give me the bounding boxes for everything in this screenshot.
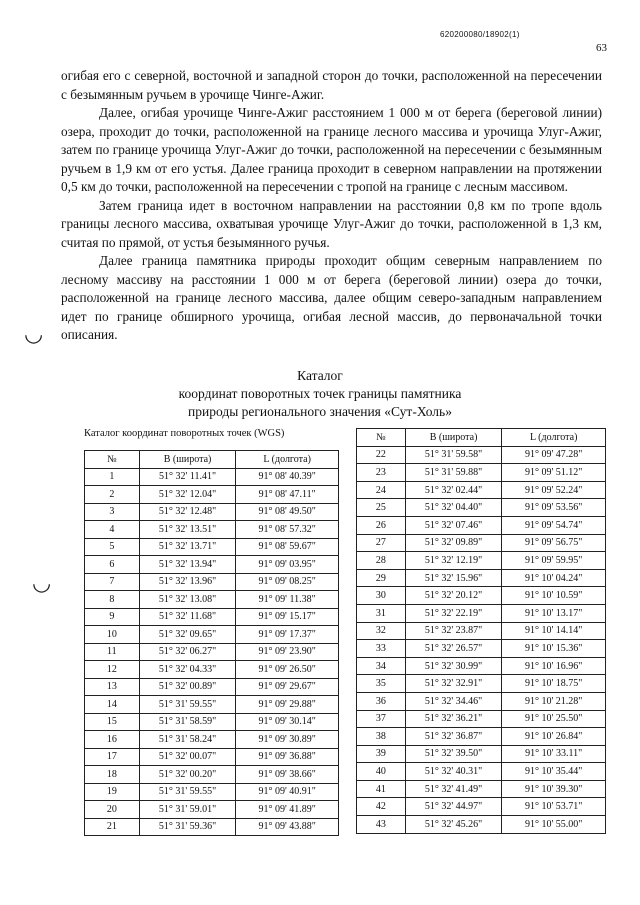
table-row — [85, 538, 339, 556]
latitude: 51° 31' 59.01" — [139, 801, 236, 819]
catalog-title-line: координат поворотных точек границы памятника — [178, 386, 462, 401]
longitude: 91° 09' 26.50" — [236, 661, 339, 679]
longitude: 91° 09' 40.91" — [236, 783, 339, 801]
point-number: 19 — [85, 783, 140, 801]
latitude: 51° 32' 11.68" — [139, 608, 236, 626]
longitude: 91° 09' 03.95" — [236, 556, 339, 574]
table-row — [357, 446, 606, 464]
point-number: 27 — [357, 534, 406, 552]
table-row — [357, 569, 606, 587]
latitude: 51° 32' 23.87" — [405, 622, 502, 640]
margin-mark: ◡ — [32, 571, 52, 596]
point-number: 13 — [85, 678, 140, 696]
latitude: 51° 32' 04.33" — [139, 661, 236, 679]
latitude: 51° 32' 41.49" — [405, 780, 502, 798]
header-lon: L (долгота) — [236, 451, 339, 469]
table-row — [357, 728, 606, 746]
longitude: 91° 09' 36.88" — [236, 748, 339, 766]
latitude: 51° 32' 13.08" — [139, 591, 236, 609]
point-number: 21 — [85, 818, 140, 836]
longitude: 91° 10' 10.59" — [502, 587, 606, 605]
header-num: № — [85, 451, 140, 469]
table-row — [357, 481, 606, 499]
latitude: 51° 32' 45.26" — [405, 816, 502, 834]
longitude: 91° 09' 11.38" — [236, 591, 339, 609]
point-number: 14 — [85, 696, 140, 714]
table-row — [85, 661, 339, 679]
point-number: 17 — [85, 748, 140, 766]
table-row — [85, 573, 339, 591]
point-number: 43 — [357, 816, 406, 834]
table-row — [357, 499, 606, 517]
point-number: 38 — [357, 728, 406, 746]
longitude: 91° 10' 35.44" — [502, 763, 606, 781]
point-number: 40 — [357, 763, 406, 781]
table-header-row — [357, 429, 606, 447]
header-lat: B (широта) — [405, 429, 502, 447]
table-row — [85, 608, 339, 626]
point-number: 34 — [357, 657, 406, 675]
latitude: 51° 32' 04.40" — [405, 499, 502, 517]
latitude: 51° 32' 00.89" — [139, 678, 236, 696]
latitude: 51° 32' 20.12" — [405, 587, 502, 605]
latitude: 51° 32' 09.89" — [405, 534, 502, 552]
longitude: 91° 09' 08.25" — [236, 573, 339, 591]
latitude: 51° 32' 07.46" — [405, 516, 502, 534]
table-row — [357, 516, 606, 534]
point-number: 7 — [85, 573, 140, 591]
latitude: 51° 32' 13.96" — [139, 573, 236, 591]
longitude: 91° 09' 30.89" — [236, 731, 339, 749]
point-number: 1 — [85, 468, 140, 486]
latitude: 51° 32' 06.27" — [139, 643, 236, 661]
longitude: 91° 08' 47.11" — [236, 486, 339, 504]
longitude: 91° 10' 26.84" — [502, 728, 606, 746]
longitude: 91° 09' 15.17" — [236, 608, 339, 626]
point-number: 3 — [85, 503, 140, 521]
table-row — [85, 713, 339, 731]
latitude: 51° 32' 32.91" — [405, 675, 502, 693]
table-row — [357, 640, 606, 658]
latitude: 51° 32' 12.04" — [139, 486, 236, 504]
longitude: 91° 09' 47.28" — [502, 446, 606, 464]
latitude: 51° 32' 00.20" — [139, 766, 236, 784]
header-lat: B (широта) — [139, 451, 236, 469]
longitude: 91° 09' 17.37" — [236, 626, 339, 644]
longitude: 91° 09' 54.74" — [502, 516, 606, 534]
latitude: 51° 31' 58.59" — [139, 713, 236, 731]
point-number: 24 — [357, 481, 406, 499]
latitude: 51° 32' 00.07" — [139, 748, 236, 766]
latitude: 51° 32' 26.57" — [405, 640, 502, 658]
point-number: 28 — [357, 552, 406, 570]
latitude: 51° 32' 34.46" — [405, 692, 502, 710]
latitude: 51° 32' 15.96" — [405, 569, 502, 587]
point-number: 16 — [85, 731, 140, 749]
point-number: 4 — [85, 521, 140, 539]
paragraph-2: Далее, огибая урочище Чинге-Ажиг расстоянием 1 000 м от берега (береговой линии) озера, проходит до точки, расположенной на границе лесного массива и урочища Улуг-Ажиг, затем по границе урочища Улуг-Ажиг до точки, расположенной на пересечении с безымянным ручьем в 1,9 км от его устья. Далее граница проходит в северном направлении на протяжении 0,5 км до точки, расположенной на пересечении с тропой на границе с лесным массивом. — [61, 105, 602, 194]
table-row — [85, 521, 339, 539]
latitude: 51° 32' 44.97" — [405, 798, 502, 816]
longitude: 91° 10' 14.14" — [502, 622, 606, 640]
document-id: 620200080/18902(1) — [440, 30, 520, 39]
latitude: 51° 32' 40.31" — [405, 763, 502, 781]
longitude: 91° 09' 41.89" — [236, 801, 339, 819]
table-row — [85, 591, 339, 609]
longitude: 91° 10' 25.50" — [502, 710, 606, 728]
longitude: 91° 10' 13.17" — [502, 604, 606, 622]
coordinates-table-left — [84, 450, 339, 836]
point-number: 23 — [357, 464, 406, 482]
point-number: 11 — [85, 643, 140, 661]
longitude: 91° 09' 23.90" — [236, 643, 339, 661]
table-row — [85, 678, 339, 696]
latitude: 51° 32' 39.50" — [405, 745, 502, 763]
latitude: 51° 32' 13.71" — [139, 538, 236, 556]
catalog-title-line: Каталог — [297, 368, 343, 383]
point-number: 30 — [357, 587, 406, 605]
longitude: 91° 10' 15.36" — [502, 640, 606, 658]
longitude: 91° 10' 16.96" — [502, 657, 606, 675]
latitude: 51° 32' 13.94" — [139, 556, 236, 574]
point-number: 10 — [85, 626, 140, 644]
point-number: 41 — [357, 780, 406, 798]
longitude: 91° 09' 30.14" — [236, 713, 339, 731]
longitude: 91° 09' 56.75" — [502, 534, 606, 552]
latitude: 51° 31' 59.88" — [405, 464, 502, 482]
table-row — [357, 763, 606, 781]
table-row — [357, 745, 606, 763]
point-number: 39 — [357, 745, 406, 763]
point-number: 37 — [357, 710, 406, 728]
longitude: 91° 10' 33.11" — [502, 745, 606, 763]
table-row — [357, 622, 606, 640]
latitude: 51° 32' 09.65" — [139, 626, 236, 644]
table-row — [85, 486, 339, 504]
table-row — [357, 692, 606, 710]
longitude: 91° 10' 18.75" — [502, 675, 606, 693]
point-number: 15 — [85, 713, 140, 731]
table-row — [357, 710, 606, 728]
latitude: 51° 31' 59.58" — [405, 446, 502, 464]
longitude: 91° 09' 29.88" — [236, 696, 339, 714]
table-row — [357, 816, 606, 834]
table-row — [357, 675, 606, 693]
table-row — [85, 748, 339, 766]
longitude: 91° 09' 52.24" — [502, 481, 606, 499]
point-number: 25 — [357, 499, 406, 517]
coordinates-table-right — [356, 428, 606, 834]
header-num: № — [357, 429, 406, 447]
longitude: 91° 08' 49.50" — [236, 503, 339, 521]
table-row — [85, 468, 339, 486]
page-number: 63 — [596, 42, 607, 54]
latitude: 51° 32' 36.21" — [405, 710, 502, 728]
table-row — [85, 643, 339, 661]
latitude: 51° 32' 22.19" — [405, 604, 502, 622]
point-number: 12 — [85, 661, 140, 679]
point-number: 5 — [85, 538, 140, 556]
latitude: 51° 32' 02.44" — [405, 481, 502, 499]
table-row — [357, 798, 606, 816]
table-row — [85, 696, 339, 714]
longitude: 91° 10' 55.00" — [502, 816, 606, 834]
longitude: 91° 09' 43.88" — [236, 818, 339, 836]
latitude: 51° 31' 58.24" — [139, 731, 236, 749]
point-number: 36 — [357, 692, 406, 710]
point-number: 2 — [85, 486, 140, 504]
table-row — [85, 766, 339, 784]
table-row — [357, 552, 606, 570]
table-row — [357, 780, 606, 798]
latitude: 51° 32' 12.19" — [405, 552, 502, 570]
longitude: 91° 10' 04.24" — [502, 569, 606, 587]
point-number: 42 — [357, 798, 406, 816]
table-row — [357, 587, 606, 605]
table-row — [357, 464, 606, 482]
point-number: 8 — [85, 591, 140, 609]
longitude: 91° 09' 59.95" — [502, 552, 606, 570]
table-row — [357, 534, 606, 552]
point-number: 31 — [357, 604, 406, 622]
latitude: 51° 32' 36.87" — [405, 728, 502, 746]
latitude: 51° 32' 11.41" — [139, 468, 236, 486]
point-number: 33 — [357, 640, 406, 658]
longitude: 91° 10' 39.30" — [502, 780, 606, 798]
body-text — [61, 67, 602, 345]
point-number: 22 — [357, 446, 406, 464]
latitude: 51° 31' 59.36" — [139, 818, 236, 836]
table-row — [85, 626, 339, 644]
table-row — [85, 503, 339, 521]
latitude: 51° 32' 30.99" — [405, 657, 502, 675]
latitude: 51° 31' 59.55" — [139, 696, 236, 714]
point-number: 20 — [85, 801, 140, 819]
table-row — [85, 731, 339, 749]
longitude: 91° 08' 59.67" — [236, 538, 339, 556]
paragraph-1: огибая его с северной, восточной и западной сторон до точки, расположенной на пересечении с безымянным ручьем в урочище Чинге-Ажиг. — [61, 68, 602, 102]
longitude: 91° 09' 51.12" — [502, 464, 606, 482]
longitude: 91° 09' 53.56" — [502, 499, 606, 517]
catalog-title — [0, 367, 640, 421]
table-caption: Каталог координат поворотных точек (WGS) — [84, 428, 285, 439]
margin-mark: ◡ — [24, 322, 44, 347]
table-header-row — [85, 451, 339, 469]
table-row — [85, 556, 339, 574]
header-lon: L (долгота) — [502, 429, 606, 447]
point-number: 26 — [357, 516, 406, 534]
longitude: 91° 09' 38.66" — [236, 766, 339, 784]
table-row — [357, 657, 606, 675]
latitude: 51° 31' 59.55" — [139, 783, 236, 801]
point-number: 29 — [357, 569, 406, 587]
catalog-title-line: природы регионального значения «Сут-Холь» — [188, 404, 452, 419]
table-row — [85, 783, 339, 801]
longitude: 91° 09' 29.67" — [236, 678, 339, 696]
longitude: 91° 08' 57.32" — [236, 521, 339, 539]
table-row — [85, 818, 339, 836]
table-row — [85, 801, 339, 819]
point-number: 35 — [357, 675, 406, 693]
point-number: 6 — [85, 556, 140, 574]
point-number: 18 — [85, 766, 140, 784]
paragraph-3: Затем граница идет в восточном направлении на расстоянии 0,8 км по тропе вдоль границы лесного массива, охватывая урочище Улуг-Ажиг до точки, расположенной в 1,3 км, считая по прямой, от устья безымянного ручья. — [61, 197, 602, 250]
table-row — [357, 604, 606, 622]
longitude: 91° 08' 40.39" — [236, 468, 339, 486]
point-number: 9 — [85, 608, 140, 626]
latitude: 51° 32' 13.51" — [139, 521, 236, 539]
latitude: 51° 32' 12.48" — [139, 503, 236, 521]
longitude: 91° 10' 53.71" — [502, 798, 606, 816]
paragraph-4: Далее граница памятника природы проходит общим северным направлением по лесному массиву на расстоянии 1 000 м от берега (береговой линии) озера до точки, расположенной на границе лесного массива, далее общим северо-западным направлением идет по границе обширного урочища, огибая лесной массив, до первоначальной точки описания. — [61, 253, 602, 342]
longitude: 91° 10' 21.28" — [502, 692, 606, 710]
point-number: 32 — [357, 622, 406, 640]
